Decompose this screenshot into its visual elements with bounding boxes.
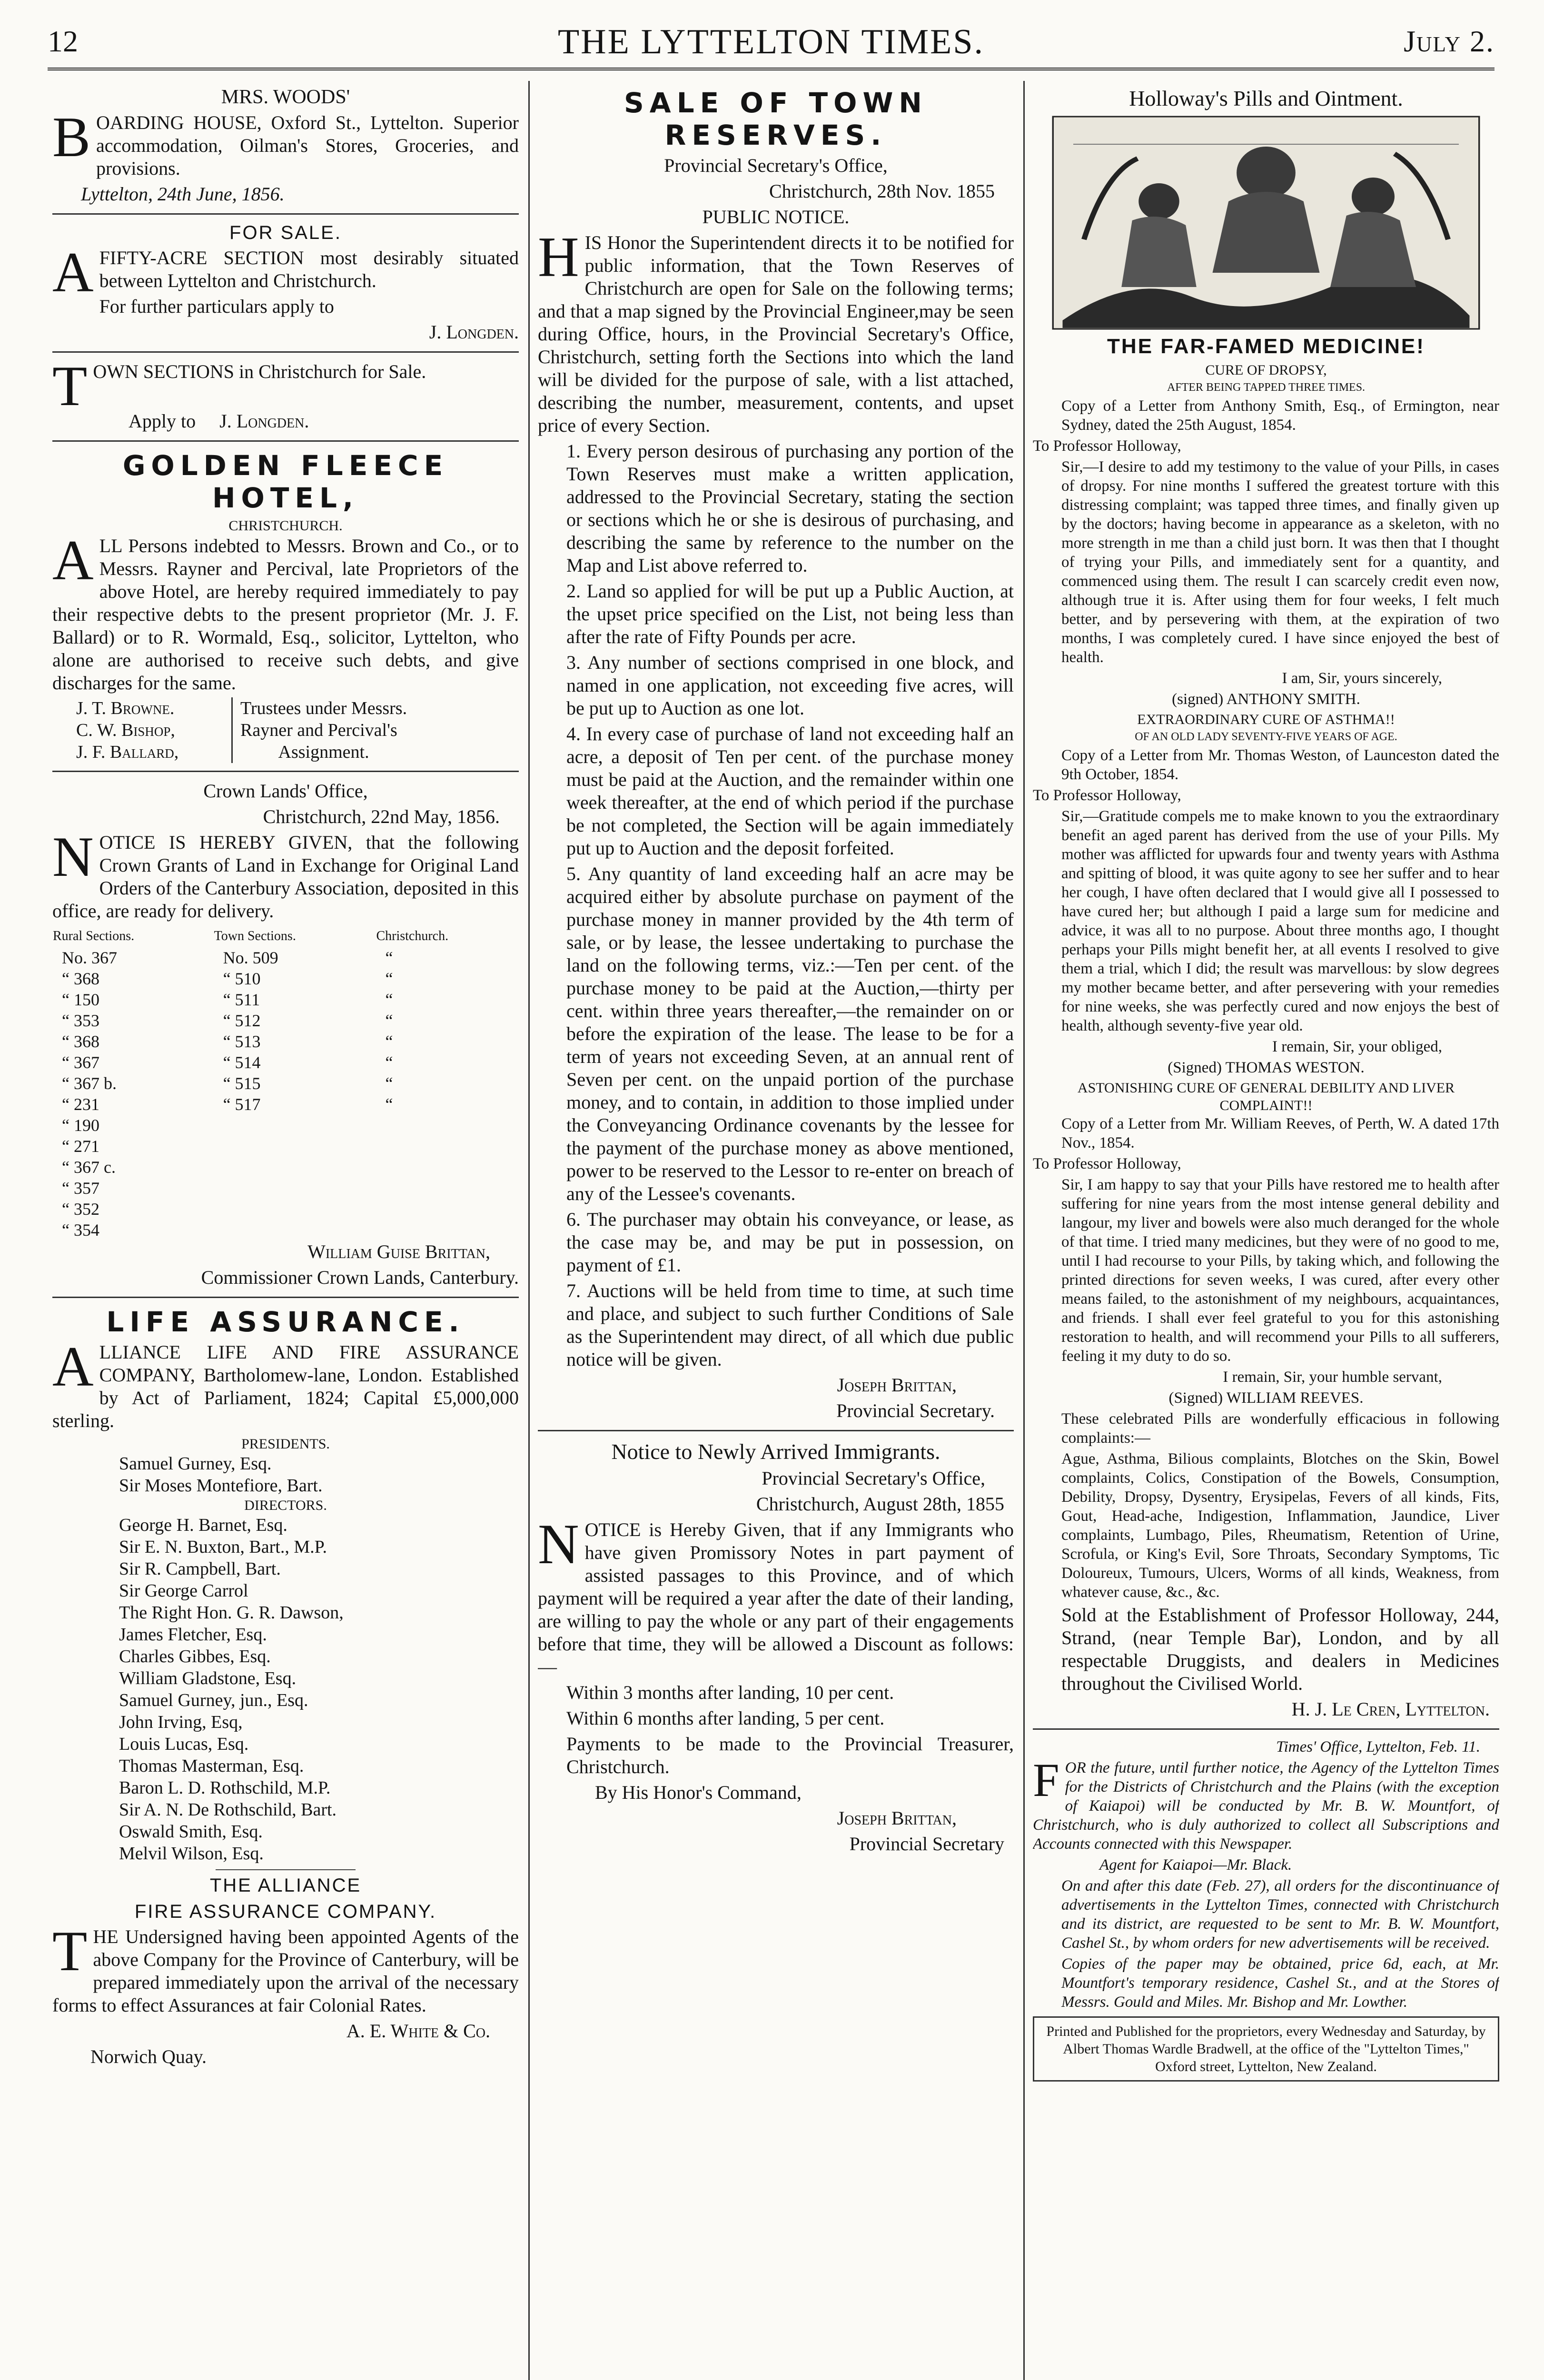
ditto-mark: “ [385,948,393,967]
brace [219,697,233,763]
testimonial-letter: Sir,—I desire to add my testimony to the value of your Pills, in cases of dropsy. For nine months I suffered the greatest torture with this distressing complaint; was tapped three times, and finally given up by the doctors; having become in appearance as a skeleton, with no more strength in me than a child just born. It was then that I thought of trying your Pills, and immediately sent for a quantity, and commenced using them. The result I can scarcely credit even now, although true it is. After using them for four weeks, I felt much better, and by persevering with them, at the expiration of two months, I was completely cured. I have since enjoyed the best of health. [1061,458,1499,666]
drop-cap: B [52,105,91,169]
ad-heading: FIRE ASSURANCE COMPANY. [134,1901,437,1922]
column-header: Town Sections. [214,929,296,943]
masthead-rule [48,68,1495,70]
letter-close: I am, Sir, yours sincerely, [1282,670,1442,687]
notice-term: 7. Auctions will be held from time to time, at such time and place, and subject to such further Conditions of Sale as the Superintendent may direct, of all which due public notice will be given. [566,1280,1014,1370]
trustee-name: C. W. Bishop, [76,720,175,740]
rural-section: “ 367 [62,1053,99,1072]
testimonial-letter: Sir,—Gratitude compels me to make known to you the extraordinary benefit an aged parent has derived from the use of your Pills. My mother was afflicted for upwards four and twenty years with Asthma and spitting of blood, it was quite agony to see her suffer and to hear her cough, I have often declared that I would give all I possessed to have cured her; but although I paid a large sum for medicine and advice, it was all to no purpose. About three months ago, I thought perhaps your Pills might benefit her, at all events I resolved to give them a trial, which I did; the result was marvellous: by slow degrees my mother became better, and after persevering with your remedies for nine weeks, she was perfectly cured and now enjoys the best of health, although seventy-five year old. [1061,808,1499,1034]
ad-body: LLIANCE LIFE AND FIRE ASSURANCE COMPANY, Bartholomew-lane, London. Established by Act of Parliament, 1824; Capital £5,000,000 sterling. [52,1341,519,1431]
notice-subheading: PUBLIC NOTICE. [702,206,850,228]
drop-cap: N [538,1512,579,1576]
ad-body: HE Undersigned having been appointed Agents of the above Company for the Province of Canterbury, will be prepared immediately upon the arrival of the necessary forms to effect Assurances at fair Colonial Rates. [52,1926,519,2016]
list-item: Baron L. D. Rothschild, M.P. [119,1778,331,1798]
ad-crown-lands [52,780,519,1289]
engraving-illustration [1052,116,1480,330]
town-section: No. 509 [223,948,278,967]
column-header: Christchurch. [376,929,449,943]
ditto-mark: “ [385,1074,393,1093]
ad-banner: THE FAR-FAMED MEDICINE! [1107,335,1425,358]
ad-holloway [1033,86,1499,1721]
divider [52,440,519,442]
sold-at: Sold at the Establishment of Professor Holloway, 244, Strand, (near Temple Bar), London, and by all respectable Druggists, and dealers in Medicines throughout the Civilised World. [1061,1604,1499,1694]
letter-intro: Copy of a Letter from Mr. William Reeves, of Perth, W. A dated 17th Nov., 1854. [1061,1115,1499,1151]
rural-section: “ 354 [62,1220,99,1240]
list-item: Sir E. N. Buxton, Bart., M.P. [119,1537,327,1557]
letter-signature: (Signed) WILLIAM REEVES. [1168,1389,1364,1407]
issue-date: July 2. [1404,24,1495,58]
notice-office: Provincial Secretary's Office, [664,155,888,176]
cure-subheading: AFTER BEING TAPPED THREE TIMES. [1167,381,1366,394]
notice-term: 4. In every case of purchase of land not exceeding half an acre, a deposit of Ten per cent. of the purchase money must be paid at the Auction, and the remainder within one week thereafter, at the end of which period if the purchase be not completed, the Section will be again immediately put up to Auction and the deposit forfeited. [566,723,1014,859]
column-1 [52,81,519,2380]
testimonial-letter: Sir, I am happy to say that your Pills have restored me to health after suffering for nine years from the most intense general debility and langour, my liver and bowels were also much deranged for the whole of that time. I tried many medicines, but they were of no good to me, until I had recourse to your Pills, by taking which, and following the printed directions for seven weeks, I was cured, after every other means failed, to the astonishment of my neighbours, acquaintances, and friends. I shall ever feel grateful to you for this astonishing restoration to health, and will recommend your Pills to all sufferers, feeling it my duty to do so. [1061,1176,1499,1365]
list-item: William Gladstone, Esq. [119,1668,297,1688]
rural-section: “ 357 [62,1179,99,1198]
drop-cap: A [52,528,94,592]
directors-label: DIRECTORS. [244,1497,327,1513]
ad-heading: THE ALLIANCE [209,1875,362,1896]
town-section: “ 513 [223,1032,261,1051]
ad-signature-title: Commissioner Crown Lands, Canterbury. [201,1267,519,1288]
letter-salutation: To Professor Holloway, [1033,1155,1181,1172]
divider [538,1430,1014,1431]
newspaper-title: THE LYTTELTON TIMES. [557,22,984,61]
column-header: Rural Sections. [53,929,135,943]
notice-orders: On and after this date (Feb. 27), all orders for the discontinuance of advertisements in the Lyttelton Times, connected with Christchurch and its district, are requested to be sent to Mr. B. W. Mountfort, Cashel St., by whom orders for new advertisements will be received. [1061,1877,1499,1952]
discount-term: Within 3 months after landing, 10 per cent. [566,1682,894,1703]
notice-office: Provincial Secretary's Office, [762,1468,985,1489]
ad-place: Norwich Quay. [90,2046,207,2067]
trustee-name: J. F. Ballard, [76,742,179,762]
presidents-label: PRESIDENTS. [241,1436,330,1452]
divider [52,771,519,772]
ad-date: Christchurch, 22nd May, 1856. [263,806,500,827]
ad-boarding-house [52,86,519,206]
ditto-mark: “ [385,990,393,1009]
cure-heading: ASTONISHING CURE OF GENERAL DEBILITY AND LIVER COMPLAINT!! [1077,1080,1455,1113]
drop-cap: H [538,225,579,288]
ditto-mark: “ [385,969,393,988]
letter-signature: (signed) ANTHONY SMITH. [1172,691,1360,708]
page-number: 12 [48,24,78,58]
ad-body: OARDING HOUSE, Oxford St., Lyttelton. Superior accommodation, Oilman's Stores, Groceries, and provisions. [96,112,519,179]
notice-body: OTICE is Hereby Given, that if any Immigrants who have given Promissory Notes in part payment of assisted passages to this Province, and of which payment will be required a year after the date of their landing, are willing to pay the whole or any part of their engagements before that time, they will be allowed a Discount as follows:— [538,1519,1014,1677]
ditto-mark: “ [385,1032,393,1051]
notice-copies: Copies of the paper may be obtained, price 6d, each, at Mr. Mountfort's temporary residence, Cashel St., and at the Stores of Messrs. Gould and Miles. Mr. Bishop and Mr. Lowther. [1061,1955,1499,2011]
list-item: Sir A. N. De Rothschild, Bart. [119,1800,337,1820]
list-item: Thomas Masterman, Esq. [119,1756,304,1776]
ad-heading: FOR SALE. [229,222,342,243]
sections-table [52,925,519,1240]
list-item: George H. Barnet, Esq. [119,1515,287,1535]
column-3 [1033,81,1499,2380]
drop-cap: A [52,240,94,304]
town-section: “ 515 [223,1074,261,1093]
rural-section: “ 368 [62,1032,99,1051]
trustee-note: Assignment. [278,742,369,762]
ad-signature: J. Longden. [429,321,519,343]
ad-subheading: CHRISTCHURCH. [228,518,343,534]
notice-signature: Joseph Brittan, [837,1807,957,1829]
drop-cap: A [52,1335,94,1398]
cure-heading: EXTRAORDINARY CURE OF ASTHMA!! [1137,712,1395,727]
rural-section: “ 367 c. [62,1158,116,1177]
list-item: Charles Gibbes, Esq. [119,1646,271,1666]
notice-date: Christchurch, 28th Nov. 1855 [769,180,995,202]
rural-section: “ 231 [62,1095,99,1114]
notice-command: By His Honor's Command, [595,1782,802,1803]
notice-term: 2. Land so applied for will be put up a Public Auction, at the upset price specified on the List, not being less than after the rate of Fifty Pounds per acre. [566,580,1014,647]
divider [52,1297,519,1298]
rural-section: “ 190 [62,1116,99,1135]
list-item: Sir George Carrol [119,1581,248,1601]
ad-body: OWN SECTIONS in Christchurch for Sale. [93,361,426,382]
notice-sale-of-town-reserves [538,87,1014,1422]
ad-life-assurance [52,1306,519,1864]
trustee-note: Rayner and Percival's [240,720,397,740]
masthead [48,19,1495,71]
list-item: Samuel Gurney, Esq. [119,1454,272,1474]
ad-office: Crown Lands' Office, [203,780,368,802]
ad-apply: Apply to [129,410,196,432]
ad-body: OTICE IS HEREBY GIVEN, that the following Crown Grants of Land in Exchange for Original Land Orders of the Canterbury Association, deposited in this office, are ready for delivery. [52,832,519,922]
notice-intro: IS Honor the Superintendent directs it to be notified for public information, that the Town Reserves of Christchurch are open for Sale on the following terms; and that a map signed by the Provincial Engineer,may be seen during Office, hours, in the Provincial Secretary's Office, Christchurch, setting forth the Sections into which the land will be divided for the purpose of sale, with a list attached, describing the number, measurement, contents, and upset price of every Section. [538,232,1014,436]
letter-intro: Copy of a Letter from Mr. Thomas Weston, of Launceston dated the 9th October, 1854. [1061,747,1499,783]
cure-heading: CURE OF DROPSY, [1205,362,1327,378]
ad-heading: LIFE ASSURANCE. [106,1306,465,1338]
drop-cap: N [52,825,94,888]
notice-heading: Notice to Newly Arrived Immigrants. [611,1439,940,1464]
trustee-note: Trustees under Messrs. [240,698,407,718]
list-item: Louis Lucas, Esq. [119,1734,249,1754]
rural-section: “ 352 [62,1200,99,1219]
town-section: “ 511 [223,990,260,1009]
letter-salutation: To Professor Holloway, [1033,787,1181,804]
divider [52,213,519,215]
efficacy-note: These celebrated Pills are wonderfully efficacious in following complaints:— [1061,1410,1499,1447]
notice-office: Times' Office, Lyttelton, Feb. 11. [1276,1738,1480,1755]
complaints-list: Ague, Asthma, Bilious complaints, Blotches on the Skin, Bowel complaints, Colics, Constipation of the Bowels, Consumption, Debility, Dropsy, Dysentry, Erysipelas, Fevers of all kinds, Fits, Gout, Head-ache, Indigestion, Inflammation, Jaundice, Liver complaints, Lumbago, Piles, Rheumatism, Retention of Urine, Scrofula, or King's Evil, Sore Throats, Secondary Symptoms, Tic Doloureux, Tumours, Ulcers, Worms of all kinds, Weakness, from whatever cause, &c., &c. [1061,1450,1499,1601]
cure-subheading: OF AN OLD LADY SEVENTY-FIVE YEARS OF AGE. [1135,731,1397,743]
trustee-name: J. T. Browne. [76,698,175,718]
notice-heading: SALE OF TOWN RESERVES. [624,87,928,151]
notice-term: 3. Any number of sections comprised in one block, and named in one application, not exceeding five acres, will be put up to Auction as one lot. [566,652,1014,719]
list-item: Samuel Gurney, jun., Esq. [119,1690,308,1710]
rural-section: “ 367 b. [62,1074,117,1093]
notice-payments: Payments to be made to the Provincial Treasurer, Christchurch. [566,1733,1014,1777]
letter-close: I remain, Sir, your obliged, [1272,1038,1442,1055]
divider [52,351,519,353]
ad-town-sections [52,354,519,433]
town-section: “ 517 [223,1095,261,1114]
discount-term: Within 6 months after landing, 5 per cent. [566,1707,885,1729]
ad-body: FIFTY-ACRE SECTION most desirably situated between Lyttelton and Christchurch. [99,247,519,291]
notice-signature-title: Provincial Secretary [849,1833,1004,1854]
ad-heading: MRS. WOODS' [221,86,350,108]
notice-term: 1. Every person desirous of purchasing any portion of the Town Reserves must make a written application, addressed to the Provincial Secretary, stating the section or sections which he or she is desirous of purchasing, and describing the same by reference to the number on the Map and List above referred to. [566,440,1014,576]
letter-intro: Copy of a Letter from Anthony Smith, Esq., of Ermington, near Sydney, dated the 25th August, 1854. [1061,397,1499,434]
ad-fire-assurance [52,1875,519,2068]
notice-times-agency [1033,1737,1499,2012]
list-item: Oswald Smith, Esq. [119,1822,263,1842]
ad-for-sale [52,222,519,344]
column-2 [538,81,1014,2380]
divider [216,1869,356,1870]
town-section: “ 514 [223,1053,261,1072]
ditto-mark: “ [385,1095,393,1114]
drop-cap: T [52,354,88,417]
ad-signature: J. Longden. [219,410,309,432]
presidents-list [52,1453,519,1497]
rural-section: No. 367 [62,948,117,967]
ad-signature: William Guise Brittan, [307,1241,490,1262]
notice-term: 6. The purchaser may obtain his conveyance, or lease, as the case may be, and may be put in possession, on payment of £1. [566,1209,1014,1276]
ditto-mark: “ [385,1011,393,1030]
rural-section: “ 353 [62,1011,99,1030]
ad-apply: For further particulars apply to [99,296,334,317]
letter-salutation: To Professor Holloway, [1033,437,1181,455]
list-item: Sir R. Campbell, Bart. [119,1559,281,1579]
column-divider [1023,81,1025,2380]
ad-heading: GOLDEN FLEECE HOTEL, [122,449,449,514]
trustees-block [52,697,519,763]
town-section: “ 510 [223,969,261,988]
rural-section: “ 271 [62,1137,99,1156]
list-item: The Right Hon. G. R. Dawson, [119,1603,344,1623]
town-section: “ 512 [223,1011,261,1030]
notice-signature: Joseph Brittan, [837,1374,957,1396]
notice-term: 5. Any quantity of land exceeding half an acre may be acquired either by absolute purchase on payment of the purchase money in manner provided by the 4th term of sale, or by lease, the lessee undertaking to purchase the land on the following terms, viz.:—Ten per cent. of the purchase money to be paid at the Auction,—thirty per cent. within three years thereafter,—the remainder on or before the expiration of the lease. The lease to be for a term of years not exceeding Seven, at an annual rent of Seven per cent. on the unpaid portion of the purchase money, and to contain, in addition to those implied under the Conveyancing Ordinance covenants by the lessee for the payment of the purchase money as above mentioned, power to be reserved to the Lessor to re-enter on breach of any of the Lessee's covenants. [566,863,1014,1204]
drop-cap: T [52,1919,88,1983]
ad-signature: A. E. White & Co. [346,2020,490,2042]
notice-body: OR the future, until further notice, the Agency of the Lyttelton Times for the Districts of Christchurch and the Plains (with the exception of Kaiapoi) will be conducted by Mr. B. W. Mountfort, of Christchurch, who is duly authorized to collect all Subscriptions and Accounts connected with this Newspaper. [1033,1759,1499,1853]
ad-body: LL Persons indebted to Messrs. Brown and Co., or to Messrs. Rayner and Percival, late Proprietors of the above Hotel, are hereby required immediately to pay their respective debts to the present proprietor (Mr. J. F. Ballard) or to R. Wormald, Esq., solicitor, Lyttelton, who alone are authorised to receive such debts, and give discharges for the same. [52,535,519,694]
column-divider [528,81,530,2380]
letter-close: I remain, Sir, your humble servant, [1223,1368,1442,1386]
local-agent: H. J. Le Cren, Lyttelton. [1291,1698,1490,1720]
printer-imprint: Printed and Published for the proprietors, every Wednesday and Saturday, by Albert Thomas Wardle Bradwell, at the office of the "Lyttelton Times," Oxford street, Lyttelton, New Zealand. [1033,2016,1499,2082]
list-item: Sir Moses Montefiore, Bart. [119,1476,323,1496]
ad-date: Lyttelton, 24th June, 1856. [81,183,285,205]
rural-section: “ 150 [62,990,99,1009]
kaiapoi-agent: Agent for Kaiapoi—Mr. Black. [1099,1856,1292,1874]
rural-section: “ 368 [62,969,99,988]
ditto-mark: “ [385,1053,393,1072]
drop-cap: F [1033,1754,1059,1806]
list-item: John Irving, Esq, [119,1712,243,1732]
letter-signature: (Signed) THOMAS WESTON. [1168,1059,1365,1076]
list-item: James Fletcher, Esq. [119,1625,267,1645]
ad-heading: Holloway's Pills and Ointment. [1129,86,1403,110]
divider [1033,1728,1499,1730]
notice-immigrants [538,1439,1014,1855]
directors-list [52,1514,519,1864]
list-item: Melvil Wilson, Esq. [119,1844,264,1864]
notice-date: Christchurch, August 28th, 1855 [756,1493,1004,1515]
notice-signature-title: Provincial Secretary. [836,1400,995,1421]
ad-golden-fleece [52,449,519,763]
